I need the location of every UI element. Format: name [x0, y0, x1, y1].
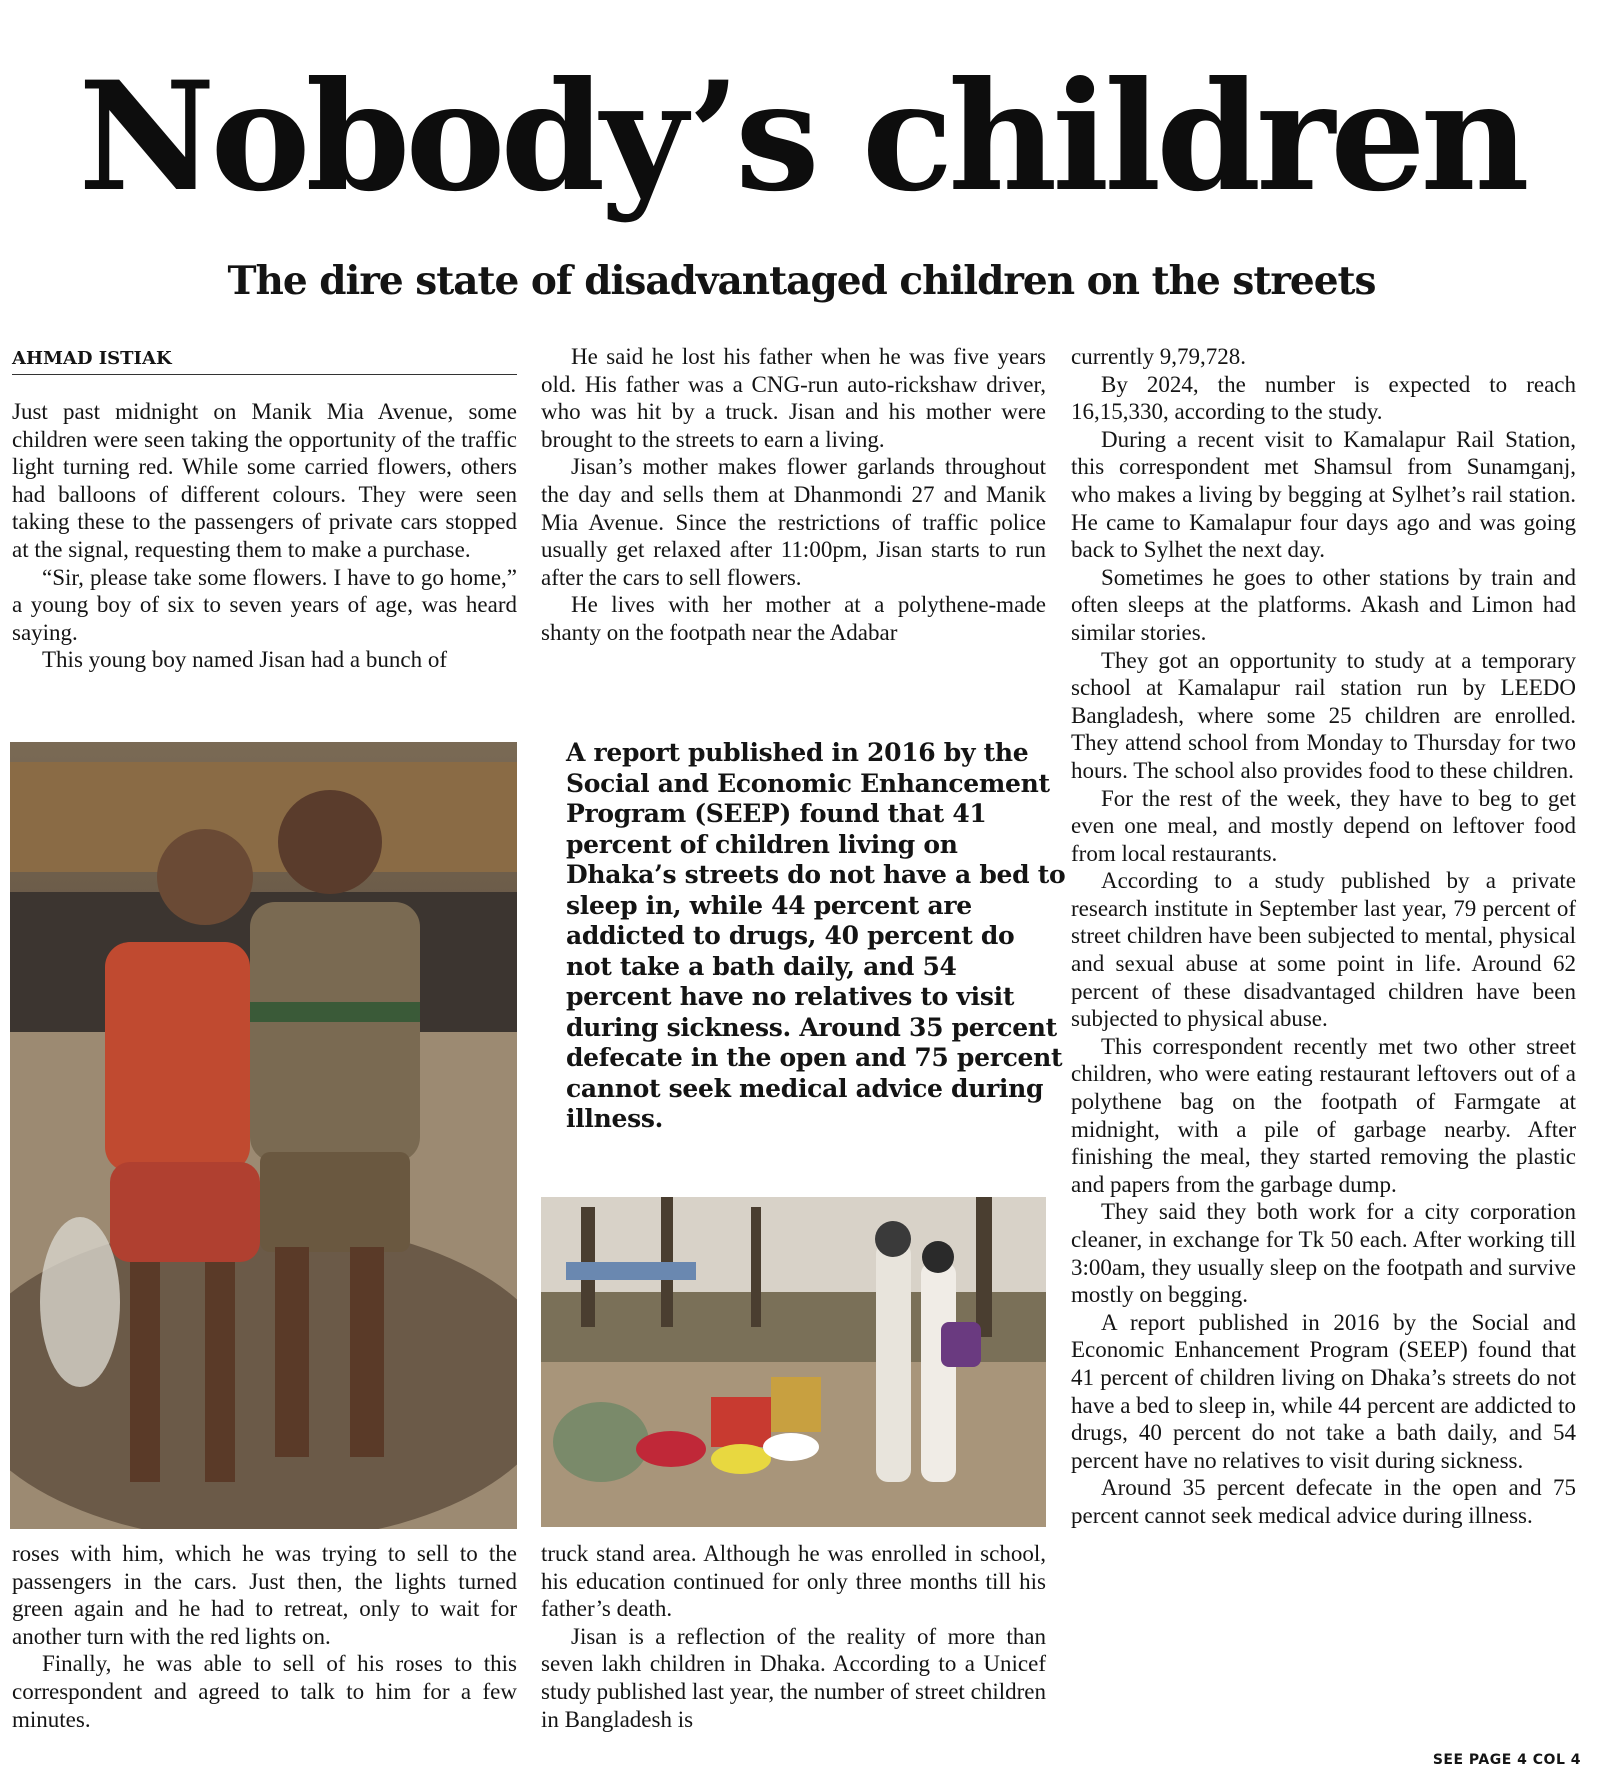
paragraph: Sometimes he goes to other stations by train and often sleeps at the platforms. Akash and Limon had similar stories. — [1071, 564, 1576, 645]
column-2-bottom — [541, 1540, 1046, 1733]
byline: AHMAD ISTIAK — [12, 348, 517, 375]
paragraph: roses with him, which he was trying to sell to the passengers in the cars. Just then, the lights turned green again and he had to retreat, only to wait for another turn with the red lights on. — [12, 1541, 517, 1649]
column-1-top — [12, 398, 517, 674]
photo-flower-sellers — [541, 1197, 1046, 1527]
paragraph: They said they both work for a city corporation cleaner, in exchange for Tk 50 each. After working till 3:00am, they usually sleep on the footpath and survive mostly on begging. — [1071, 1199, 1576, 1308]
paragraph: This young boy named Jisan had a bunch of — [42, 647, 447, 673]
photo-street-boys — [10, 742, 517, 1529]
column-1-bottom — [12, 1540, 517, 1733]
pull-quote: A report published in 2016 by the Social and Economic Enhancement Program (SEEP) found that 41 percent of children living on Dhaka’s streets do not have a bed to sleep in, while 44 percent are addicted to drugs, 40 percent do not take a bath daily, and 54 percent have no relatives to visit during sickness. Around 35 percent defecate in the open and 75 percent cannot seek medical advice during illness. — [566, 738, 1066, 1133]
flower-sellers-image — [541, 1197, 1046, 1527]
column-2-top — [541, 343, 1046, 647]
jump-line: SEE PAGE 4 COL 4 — [1432, 1752, 1581, 1768]
paragraph: truck stand area. Although he was enrolled in school, his education continued for only three months till his father’s death. — [541, 1541, 1046, 1622]
paragraph: This correspondent recently met two other street children, who were eating restaurant leftovers out of a polythene bag on the footpath of Farmgate at midnight, with a pile of garbage nearby. After finishing the meal, they started removing the plastic and papers from the garbage dump. — [1071, 1033, 1576, 1197]
paragraph: According to a study published by a private research institute in September last year, 79 percent of street children have been subjected to mental, physical and sexual abuse at some point in life. Around 62 percent of these disadvantaged children have been subjected to physical abuse. — [1071, 868, 1576, 1032]
paragraph: currently 9,79,728. — [1071, 344, 1247, 369]
subheadline: The dire state of disadvantaged children on the streets — [227, 258, 1376, 304]
paragraph: “Sir, please take some flowers. I have to go home,” a young boy of six to seven years of age, was heard saying. — [12, 564, 517, 645]
column-3 — [1071, 343, 1576, 1530]
paragraph: Jisan’s mother makes flower garlands throughout the day and sells them at Dhanmondi 27 and Manik Mia Avenue. Since the restrictions of traffic police usually get relaxed after 11:00pm, Jisan starts to run after the cars to sell flowers. — [541, 454, 1046, 590]
paragraph: For the rest of the week, they have to beg to get even one meal, and mostly depend on leftover food from local restaurants. — [1071, 785, 1576, 866]
paragraph: During a recent visit to Kamalapur Rail Station, this correspondent met Shamsul from Sunamganj, who makes a living by begging at Sylhet’s rail station. He came to Kamalapur four days ago and was going back to Sylhet the next day. — [1071, 426, 1576, 563]
paragraph: He said he lost his father when he was five years old. His father was a CNG-run auto-rickshaw driver, who was hit by a truck. Jisan and his mother were brought to the streets to earn a living. — [541, 344, 1046, 452]
paragraph: Just past midnight on Manik Mia Avenue, some children were seen taking the opportunity of the traffic light turning red. While some carried flowers, others had balloons of different colours. They were seen taking these to the passengers of private cars stopped at the signal, requesting them to make a purchase. — [12, 399, 517, 562]
paragraph: Around 35 percent defecate in the open and 75 percent cannot seek medical advice during illness. — [1071, 1475, 1576, 1528]
paragraph: Finally, he was able to sell of his roses to this correspondent and agreed to talk to him for a few minutes. — [12, 1651, 517, 1732]
paragraph: By 2024, the number is expected to reach 16,15,330, according to the study. — [1071, 371, 1576, 425]
paragraph: He lives with her mother at a polythene-made shanty on the footpath near the Adabar — [541, 592, 1046, 645]
headline: Nobody’s children — [78, 49, 1525, 225]
paragraph: Jisan is a reflection of the reality of more than seven lakh children in Dhaka. According to a Unicef study published last year, the number of street children in Bangladesh is — [541, 1623, 1046, 1732]
paragraph: They got an opportunity to study at a temporary school at Kamalapur rail station run by LEEDO Bangladesh, where some 25 children are enrolled. They attend school from Monday to Thursday for two hours. The school also provides food to these children. — [1071, 647, 1576, 783]
street-boys-image — [10, 742, 517, 1529]
paragraph: A report published in 2016 by the Social and Economic Enhancement Program (SEEP) found that 41 percent of children living on Dhaka’s streets do not have a bed to sleep in, while 44 percent are addicted to drugs, 40 percent do not take a bath daily, and 54 percent have no relatives to visit during sickness. — [1071, 1309, 1576, 1473]
